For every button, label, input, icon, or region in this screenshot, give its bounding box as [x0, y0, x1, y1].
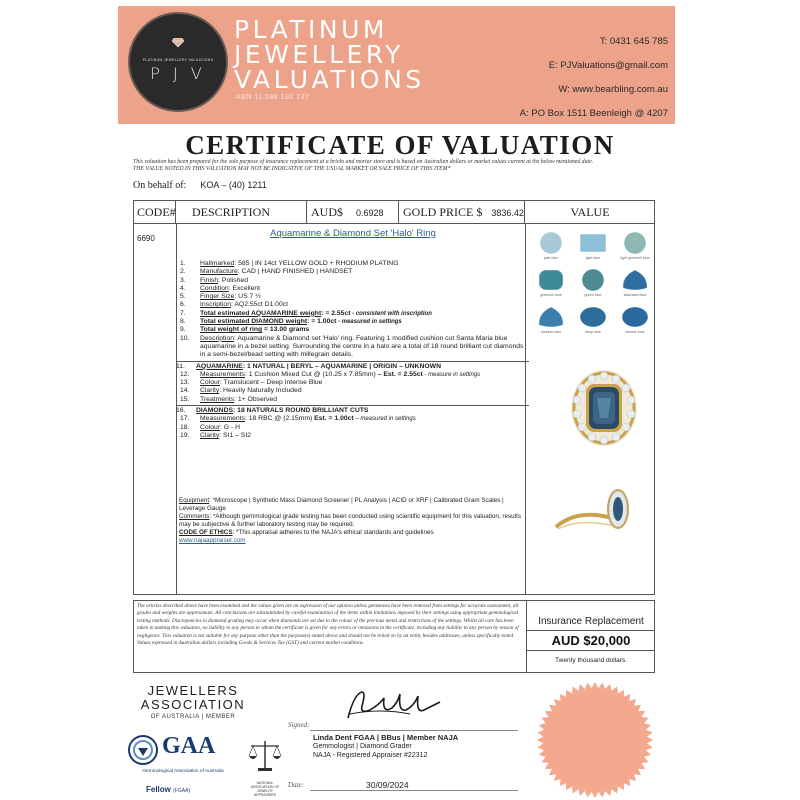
gem-caption: light blue: [585, 256, 601, 260]
gem-swatch: [534, 305, 568, 334]
equipment-text: : *Microscope | Synthetic Mass Diamond Screener | PL Analysis | ACID or XRF | Calibrated Gram Scales | Leverage Gauge: [179, 497, 504, 512]
gem-swatch: [534, 231, 568, 260]
description-line: [180, 335, 525, 360]
line-label: Colour: [200, 379, 221, 387]
line-text: [200, 387, 525, 395]
line-label: Total estimated DIAMOND weight: [200, 318, 308, 326]
line-value: : 1+ Observed: [234, 395, 278, 403]
gaa-emblem-icon: [128, 735, 158, 765]
naja-caption: NATIONAL ASSOCIATION OF JEWELRY APPRAISERS: [250, 781, 280, 797]
line-number: 16.: [176, 407, 186, 415]
gem-icon: [536, 305, 566, 329]
line-number: 14.: [180, 387, 190, 395]
gem-swatch: [618, 231, 652, 260]
line-number: 2.: [180, 268, 186, 276]
description-line: [180, 318, 525, 326]
line-bold-tail: Est. = 1.00ct: [312, 415, 354, 423]
item-code: 6690: [137, 234, 155, 243]
description-line: [180, 277, 525, 285]
description-line: [180, 424, 525, 432]
description-line: [180, 387, 525, 395]
diamond-icon: [172, 38, 184, 47]
line-label: Colour: [200, 423, 221, 431]
date-line: [310, 790, 518, 791]
line-text: [200, 260, 525, 268]
description-line: [180, 396, 525, 404]
aud-label: AUD$: [311, 205, 343, 219]
line-value: : 585 | IN 14ct YELLOW GOLD + RHODIUM PLATING: [234, 260, 399, 267]
brand-line: PLATINUM: [234, 15, 388, 44]
signed-label: Signed:: [288, 721, 310, 729]
notes-section: [179, 497, 524, 545]
gold-value: 3836.42: [491, 208, 524, 218]
line-label: Finish: [200, 276, 219, 284]
line-number: 12.: [180, 370, 190, 378]
line-number: 1.: [180, 260, 186, 267]
gem-swatch: [576, 268, 610, 297]
signer-role: Gemmologist | Diamond Grader: [313, 743, 412, 750]
gem-icon: [620, 231, 650, 255]
signature-line: [310, 730, 518, 731]
line-number: 17.: [180, 415, 190, 423]
behalf-value: KOA – (40) 1211: [200, 180, 267, 190]
gem-swatch: [618, 268, 652, 297]
line-number: 15.: [180, 395, 190, 403]
line-text: [200, 379, 525, 387]
header-aud: [307, 200, 399, 224]
header-code: CODE#: [133, 200, 176, 224]
insurance-replacement: [526, 600, 655, 673]
line-value: : 1 NATURAL | BERYL – AQUAMARINE | ORIGIN – UNKNOWN: [242, 362, 441, 370]
line-text: [200, 415, 525, 423]
equipment-note: [179, 497, 524, 513]
brand-line: JEWELLERY: [234, 40, 404, 69]
comments-text: : *Although gemmological grade testing has been conducted using scientific equipment for this valuation, results may be subjective & further laboratory testing may be required.: [179, 513, 521, 528]
line-label: Finger Size: [200, 293, 235, 301]
signer-name: Linda Dent FGAA | BBus | Member NAJA: [313, 733, 459, 742]
line-label: Clarity: [200, 431, 220, 439]
line-text: [200, 268, 525, 276]
line-value: : Translucent – Deep Intense Blue: [220, 379, 323, 387]
naja-link[interactable]: www.najaappraiser.com: [179, 537, 246, 544]
gem-swatch: [534, 268, 568, 297]
line-value: : US 7 ½: [234, 293, 261, 301]
colour-chart: [534, 231, 652, 342]
line-label: Measurements: [200, 370, 245, 378]
comments-label: Comments: [179, 513, 210, 520]
gaa-sub: Gemmological Association of Australia: [142, 769, 224, 774]
line-value: : CAD | HAND FINISHED | HANDSET: [237, 268, 353, 276]
description-line: [176, 361, 529, 371]
description-line: [180, 371, 525, 379]
line-note: - measured in settings: [336, 319, 402, 326]
description-line: [180, 310, 525, 318]
header-gold-price: [399, 200, 525, 224]
description-line: [176, 405, 529, 415]
line-label: Treatments: [200, 395, 235, 403]
line-text: [200, 310, 525, 318]
ethics-text: : *This appraisal adheres to the NAJA's ethical standards and guidelines: [232, 529, 434, 536]
line-number: 6.: [180, 301, 186, 309]
page-title: CERTIFICATE OF VALUATION: [185, 130, 615, 160]
gem-row: [534, 268, 652, 297]
description-line: [180, 432, 525, 440]
description-line: [180, 326, 525, 334]
gem-icon: [536, 268, 566, 292]
behalf-label: On behalf of:: [133, 180, 187, 191]
description-line: [180, 301, 525, 309]
line-value: : Heavily Naturally Included: [219, 387, 302, 395]
description-line: [180, 293, 525, 301]
line-value: : Excellent: [228, 284, 261, 292]
line-label: Measurements: [200, 415, 245, 423]
line-label: Hallmarked: [200, 260, 235, 267]
line-label: Total weight of ring: [200, 326, 263, 334]
contact-address: A: PO Box 1511 Beenleigh @ 4207: [519, 108, 668, 119]
aud-value: 0.6928: [356, 208, 384, 218]
line-label: Condition: [200, 284, 229, 292]
line-number: 19.: [180, 431, 190, 439]
line-text: [196, 363, 529, 371]
ja-sub: OF AUSTRALIA | MEMBER: [150, 714, 236, 720]
gem-caption: greenish blue: [540, 293, 562, 297]
scales-icon: [246, 738, 284, 774]
header-description: DESCRIPTION: [176, 200, 307, 224]
ring-front-photo: [568, 368, 640, 448]
line-text: [200, 396, 525, 404]
line-value: : Polished: [218, 276, 248, 284]
contact-website: W: www.bearbling.com.au: [558, 84, 668, 95]
line-text: [200, 424, 525, 432]
line-label: Manufacture: [200, 268, 238, 276]
line-number: 8.: [180, 318, 186, 326]
line-text: [200, 335, 525, 360]
line-value: : 1 Cushion Mixed Cut @ (10.25 x 7.85mm): [244, 370, 376, 378]
line-number: 13.: [180, 379, 190, 387]
gem-icon: [578, 231, 608, 255]
line-value: : = 2.55ct: [321, 309, 351, 317]
contact-email: E: PJValuations@gmail.com: [548, 60, 668, 71]
header-value: VALUE: [570, 205, 610, 219]
description-line: [180, 379, 525, 387]
ethics-note: [179, 529, 524, 537]
description-line: [180, 415, 525, 423]
line-text: [200, 318, 525, 326]
line-text: [200, 301, 525, 309]
brand-line: VALUATIONS: [234, 65, 425, 94]
line-text: [200, 277, 525, 285]
ring-side-photo: [552, 485, 632, 537]
line-text: [200, 326, 525, 334]
disclaimer: [133, 159, 663, 173]
ethics-label: CODE OF ETHICS: [179, 529, 233, 536]
line-label: Clarity: [200, 387, 220, 395]
line-value: : Aquamarine & Diamond set 'Halo' ring. Featuring 1 modified cushion cut Santa Maria blue aquamarine in a bezel setting. Surrounding the centre in a halo are a total of 18 round brilliant cut diamonds in a semi-bezel/bead setting with millegrain details.: [200, 334, 524, 359]
gem-caption: deep blue: [585, 330, 601, 334]
gem-row: [534, 231, 652, 260]
line-value: = 13.00 grams: [262, 326, 310, 334]
line-number: 11.: [176, 362, 185, 370]
official-seal: [525, 678, 665, 798]
line-label: AQUAMARINE: [196, 362, 243, 370]
gem-caption: light greenish blue: [620, 256, 650, 260]
line-value: : G - H: [220, 423, 241, 431]
date-label: Date:: [288, 781, 304, 789]
abn-number: ABN 11 588 192 137: [236, 94, 310, 101]
date-value: 30/09/2024: [366, 780, 409, 790]
line-value: : = 1.00ct: [307, 318, 337, 326]
line-number: 10.: [180, 334, 190, 342]
disclaimer-line: This valuation has been prepared for the sole purpose of insurance replacement at a bricks and mortar store and is based on Australian dollars or market values current at the below mentioned date.: [133, 159, 594, 165]
line-number: 18.: [180, 423, 190, 431]
logo-small-text: PLATINUM JEWELLERY VALUATIONS: [142, 58, 214, 62]
line-value: : SI1 – SI2: [219, 431, 252, 439]
table-header-row: [133, 200, 655, 224]
line-note: – measured in settings: [353, 416, 416, 423]
contact-phone: T: 0431 645 785: [599, 36, 668, 47]
description-line: [180, 260, 525, 268]
gem-icon: [620, 268, 650, 292]
signature: [340, 684, 450, 726]
line-text: [200, 293, 525, 301]
line-label: Inscription: [200, 301, 231, 309]
gem-swatch: [576, 305, 610, 334]
disclaimer-line: THE VALUE NOTED IN THIS VALUATION MAY NOT BE INDICATIVE OF THE USUAL MARKET OR SALE PRICE OF THIS ITEM*: [133, 166, 451, 173]
insurance-label: Insurance Replacement: [538, 616, 644, 627]
ja-line: JEWELLERS: [147, 683, 239, 698]
item-title: Aquamarine & Diamond Set 'Halo' Ring: [270, 228, 436, 239]
gem-icon: [578, 305, 608, 329]
gem-caption: pale blue: [543, 256, 559, 260]
line-number: 7.: [180, 309, 186, 317]
gem-caption: medium blue: [540, 330, 562, 334]
line-number: 4.: [180, 284, 186, 292]
line-note: - measure in settings: [422, 371, 481, 378]
comments-note: [179, 513, 524, 529]
description-line: [180, 268, 525, 276]
line-text: [200, 432, 525, 440]
line-bold-tail: – Est. = 2.55ct: [375, 370, 423, 378]
signer-details: [313, 733, 458, 760]
terms-text: The articles described above have been examined and the values given are an expression of our opinion unless gemstones have been removed from settings for accurate assessment, all grades and weights are approximate. All conclusions are substantiated by careful examination of the items within limitations imposed by their settings using appropriate gemmological testing methods. Discrepancies in diamond grading may occur when diamonds are set due to the colour of the precious metal and restrictions of the settings. Whilst all care has been taken in making this valuation, no liability to any person to whom the certificate is given for any errors or omissions in the certificate, including any liability to any person by reason of negligence. This valuation is not suitable for any purpose other than the purpose(s) stated above and should not be relied on by an entity besides addressee, unless specifically noted. Values expressed in Australian dollars including Goods & Services Tax (GST) and current market conditions.: [137, 603, 519, 647]
insurance-words: Twenty thousand dollars.: [555, 657, 627, 664]
line-text: [196, 407, 529, 415]
line-label: Description: [200, 334, 234, 342]
pjv-logo: [128, 12, 228, 112]
gem-icon: [578, 268, 608, 292]
gold-label: GOLD PRICE $: [403, 205, 483, 219]
line-value: : AQ2.55ct D1.00ct: [230, 301, 289, 309]
gem-swatch: [576, 231, 610, 260]
jewellers-association-logo: [138, 684, 248, 720]
line-number: 9.: [180, 326, 186, 334]
line-number: 3.: [180, 276, 186, 284]
gaa-fellow: [146, 785, 190, 794]
signer-registration: NAJA - Registered Appraiser #22312: [313, 752, 428, 759]
gem-caption: intense blue: [625, 330, 645, 334]
line-text: [200, 371, 525, 379]
line-value: : 18 NATURALS ROUND BRILLIANT CUTS: [233, 407, 369, 415]
description-lines: [176, 260, 525, 440]
gem-swatch: [618, 305, 652, 334]
line-number: 5.: [180, 293, 186, 301]
gem-icon: [620, 305, 650, 329]
ja-line: ASSOCIATION: [140, 697, 246, 712]
line-label: Total estimated AQUAMARINE weight: [200, 309, 322, 317]
naja-logo: [246, 738, 284, 797]
equipment-label: Equipment: [179, 497, 210, 504]
on-behalf-of: [133, 180, 267, 191]
fellow-small: (FGAA): [173, 788, 191, 794]
fellow-label: Fellow: [146, 785, 171, 794]
gem-caption: saturated blue: [623, 293, 647, 297]
gem-caption: green blue: [584, 293, 602, 297]
line-value: : 18 RBC @ (2.15mm): [244, 415, 313, 423]
brand-name: [234, 15, 425, 94]
line-text: [200, 285, 525, 293]
line-note: - consistent with inscription: [350, 310, 432, 317]
gaa-text: GAA: [162, 733, 216, 759]
gem-row: [534, 305, 652, 334]
contact-details: [520, 30, 668, 126]
logo-initials: P J V: [150, 64, 206, 83]
insurance-amount: AUD $20,000: [527, 630, 655, 651]
line-label: DIAMONDS: [196, 407, 234, 415]
gem-icon: [536, 231, 566, 255]
description-line: [180, 285, 525, 293]
